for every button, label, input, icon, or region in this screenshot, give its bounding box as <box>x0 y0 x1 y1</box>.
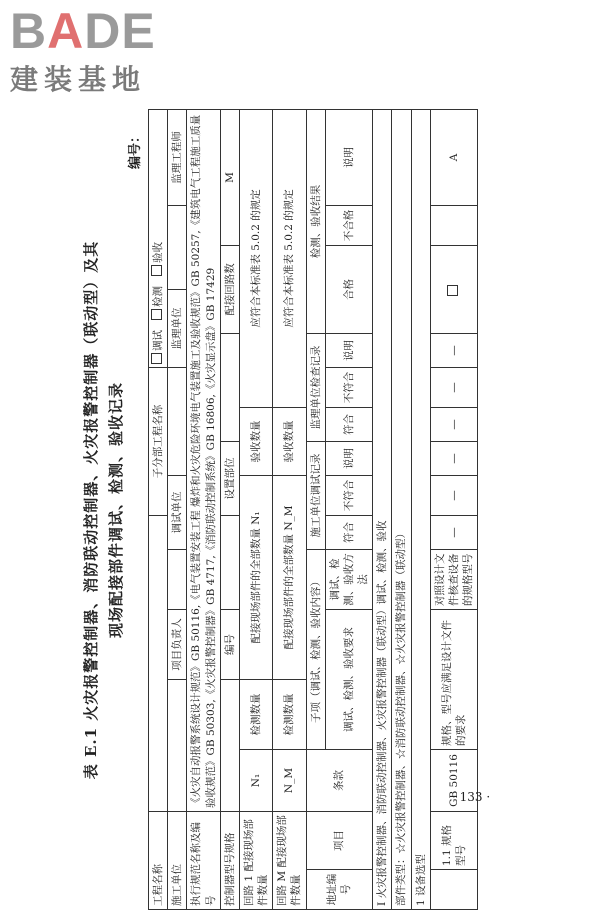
row-pass-2: — <box>430 407 478 441</box>
construction-unit-value[interactable] <box>168 680 187 812</box>
page-number: · 133 · <box>452 790 491 804</box>
item-header: 项目 <box>306 812 373 870</box>
controller-model-label: 控制器型号规格 <box>220 812 239 910</box>
loop1-accept-qty-label: 验收数量 <box>239 407 272 475</box>
accept-checkbox-label: 验收 <box>152 241 164 263</box>
standard-text: 《火灾自动报警系统设计规范》GB 50116,《电气装置安装工程 爆炸和火灾危险环境电气装置施工及验收规范》GB 50257,《建筑电气工程施工质量验收规范》GB 50303,《火灾报警控制器》GB 4717,《消防联动控制系统》GB 16806,《火灾显示盘》GB 17429 <box>187 109 220 811</box>
section-i: Ⅰ 火灾报警控制器、消防联动控制器、火灾报警控制器（联动型）调试、检测、验收 <box>373 109 392 909</box>
method2-header: 调试、检测、验收方法 <box>325 550 373 610</box>
loop1-test-qty-label: 检测数量 <box>239 680 272 750</box>
project-name-value[interactable] <box>149 515 168 811</box>
form-number-label: 编号： <box>128 130 143 170</box>
loop1-total-label: 配接现场部件的全部数量 N₁ <box>239 475 272 679</box>
test-checkbox-label: 检测 <box>152 285 164 307</box>
table-row <box>149 109 168 909</box>
table-row <box>392 109 411 909</box>
row-mark: A <box>430 109 478 205</box>
logo-letter-b: B <box>10 3 48 59</box>
controller-model-value[interactable] <box>220 680 239 812</box>
brand-logo <box>10 3 180 96</box>
method-header: 调试、检测、验收要求 <box>325 610 373 750</box>
supervising-engineer-label: 监理工程师 <box>168 109 187 205</box>
table-row <box>411 109 430 909</box>
project-name-label: 工程名称 <box>149 812 168 910</box>
construction-unit-label: 施工单位 <box>168 812 187 910</box>
title-line-1: 表 E.1 火灾报警控制器、消防联动控制器、火灾报警控制器（联动型）及其 <box>82 240 100 780</box>
supervision-unit-value[interactable] <box>168 205 187 289</box>
rotated-page-content <box>80 100 600 920</box>
row-item: 1.1 规格型号 <box>430 812 478 870</box>
table-row <box>168 109 187 909</box>
loop-count-label: 配接回路数 <box>220 245 239 333</box>
table-row <box>306 109 325 909</box>
table-row <box>273 109 306 909</box>
table-row <box>373 109 392 909</box>
sub-project-label: 子分部工程名称 <box>149 367 168 515</box>
supervision-unit-label: 监理单位 <box>168 289 187 367</box>
row-note-2: — <box>430 333 478 367</box>
project-manager-label: 项目负责人 <box>168 610 187 680</box>
title-line-2: 现场配接部件调试、检测、验收记录 <box>107 382 125 639</box>
location-value[interactable] <box>220 333 239 441</box>
location-label: 设置部位 <box>220 441 239 515</box>
row-note-1: — <box>430 441 478 475</box>
sub-section-1: 1 设备选型 <box>411 109 430 909</box>
debug-checkbox-label: 调试 <box>152 329 164 351</box>
loopM-n: N_M <box>273 750 306 812</box>
row-fail-2: — <box>430 367 478 407</box>
row-method: 对照设计文件核查设备的规格型号 <box>430 550 478 610</box>
qualified-header: 合格 <box>325 245 373 333</box>
test-checkbox[interactable] <box>151 309 162 320</box>
addr-no-header: 地址编号 <box>306 870 373 910</box>
note-header-3: 说明 <box>325 109 373 205</box>
fail-header-1: 不符合 <box>325 475 373 515</box>
loopM-test-qty-label: 检测数量 <box>273 680 306 750</box>
project-manager-value[interactable] <box>168 550 187 610</box>
note-header-1: 说明 <box>325 441 373 475</box>
result-header: 检测、验收结果 <box>306 109 325 333</box>
logo-subtitle: 建装基地 <box>10 63 147 96</box>
number-value[interactable] <box>220 515 239 609</box>
loop1-rule: 应符合本标准表 5.0.2 的规定 <box>239 109 272 407</box>
loop1-n: N₁ <box>239 750 272 812</box>
row-addr[interactable] <box>430 870 478 910</box>
debug-checkbox[interactable] <box>151 353 162 364</box>
pass-header-1: 符合 <box>325 515 373 549</box>
clause-header: 条款 <box>306 750 373 812</box>
row-clause: GB 50116 <box>430 750 478 812</box>
loopM-accept-qty-label: 验收数量 <box>273 407 306 475</box>
qualified-checkbox[interactable] <box>447 285 458 296</box>
loopM-total-label: 配接现场部件的全部数量 N_M <box>273 475 306 679</box>
number-label: 编号 <box>220 610 239 680</box>
logo-wordmark <box>10 3 180 59</box>
table-row <box>220 109 239 909</box>
loopM-label: 回路 M 配接现场部件数量 <box>273 812 306 910</box>
part-type: 部件类型：☆火灾报警控制器、☆消防联动控制器、☆火灾报警控制器（联动型） <box>392 109 411 909</box>
loop1-label: 回路 1 配接现场部件数量 <box>239 812 272 910</box>
debug-unit-label: 调试单位 <box>168 475 187 549</box>
supervision-record-header: 监理单位检查记录 <box>306 333 325 441</box>
record-title <box>80 100 140 920</box>
logo-letter-a: A <box>47 3 85 59</box>
check-options <box>149 109 168 367</box>
accept-checkbox[interactable] <box>151 265 162 276</box>
row-qualified[interactable] <box>430 245 478 333</box>
standard-label: 执行规范名称及编号 <box>187 812 220 910</box>
row-unqualified[interactable] <box>430 205 478 245</box>
record-table <box>148 109 478 910</box>
row-fail-1: — <box>430 475 478 515</box>
debug-unit-value[interactable] <box>168 367 187 475</box>
table-row <box>187 109 220 909</box>
subitem-header: 子项（调试、检测、验收内容） <box>306 550 325 750</box>
construction-record-header: 施工单位调试记录 <box>306 441 325 549</box>
row-pass-1: — <box>430 515 478 549</box>
fail-header-2: 不符合 <box>325 367 373 407</box>
note-header-2: 说明 <box>325 333 373 367</box>
unqualified-header: 不合格 <box>325 205 373 245</box>
logo-letters-de: DE <box>84 3 156 59</box>
row-subitem: 规格、型号应满足设计文件的要求 <box>430 610 478 750</box>
loopM-rule: 应符合本标准表 5.0.2 的规定 <box>273 109 306 407</box>
pass-header-2: 符合 <box>325 407 373 441</box>
loop-count-value: M <box>220 109 239 245</box>
table-row <box>239 109 272 909</box>
